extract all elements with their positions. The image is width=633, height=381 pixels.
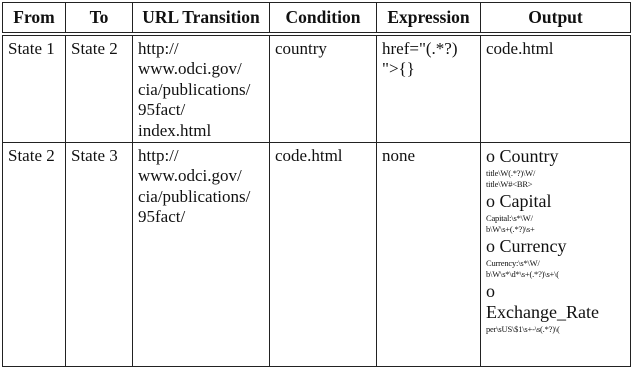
output-item-exchange-rate-bullet: o [486,280,495,301]
header-condition: Condition [270,3,377,34]
url-line: 95fact/ [138,100,186,119]
expression-line: ">{} [382,59,415,78]
expression-line: href="(.*?) [382,38,458,58]
cell-url-transition [133,142,270,366]
header-output: Output [481,3,631,34]
header-expression: Expression [377,3,481,34]
url-line: http:// [138,38,179,58]
output-item-currency: o Currency [486,235,567,256]
cell-output [481,142,631,366]
cell-from: State 2 [3,142,66,366]
url-line: www.odci.gov/ [138,59,242,78]
output-regex: Capital:\s*\W/ [486,212,533,223]
output-regex: per\sUS\$1\s+-\s(.*?)\( [486,323,560,334]
output-regex: Currency:\s*\W/ [486,257,540,268]
cell-from: State 1 [3,34,66,143]
header-row [3,3,631,34]
output-item-capital: o Capital [486,190,552,211]
cell-to: State 3 [66,142,133,366]
output-regex: title\W(.*?)\W/ [486,167,536,178]
output-item-exchange-rate: Exchange_Rate [486,301,599,322]
output-regex: title\W#<BR> [486,179,533,189]
url-line: cia/publications/ [138,79,251,99]
cell-to: State 2 [66,34,133,143]
cell-expression [377,34,481,143]
output-regex: b\W\s*\d*\s+(.*?)\s+\( [486,269,559,279]
output-item-country: o Country [486,145,559,166]
cell-output: code.html [481,34,631,143]
url-line: index.html [138,120,212,140]
cell-condition: country [270,34,377,143]
url-line: cia/publications/ [138,186,251,206]
table-row [3,142,631,366]
state-transition-table [2,2,631,367]
url-line: www.odci.gov/ [138,166,242,185]
url-line: http:// [138,145,179,165]
table-row [3,34,631,143]
header-to: To [66,3,133,34]
header-from: From [3,3,66,34]
cell-url-transition [133,34,270,143]
output-regex: b\W\s+(.*?)\s+ [486,224,535,234]
cell-expression: none [377,142,481,366]
url-line: 95fact/ [138,207,186,226]
cell-condition: code.html [270,142,377,366]
header-url-transition: URL Transition [133,3,270,34]
